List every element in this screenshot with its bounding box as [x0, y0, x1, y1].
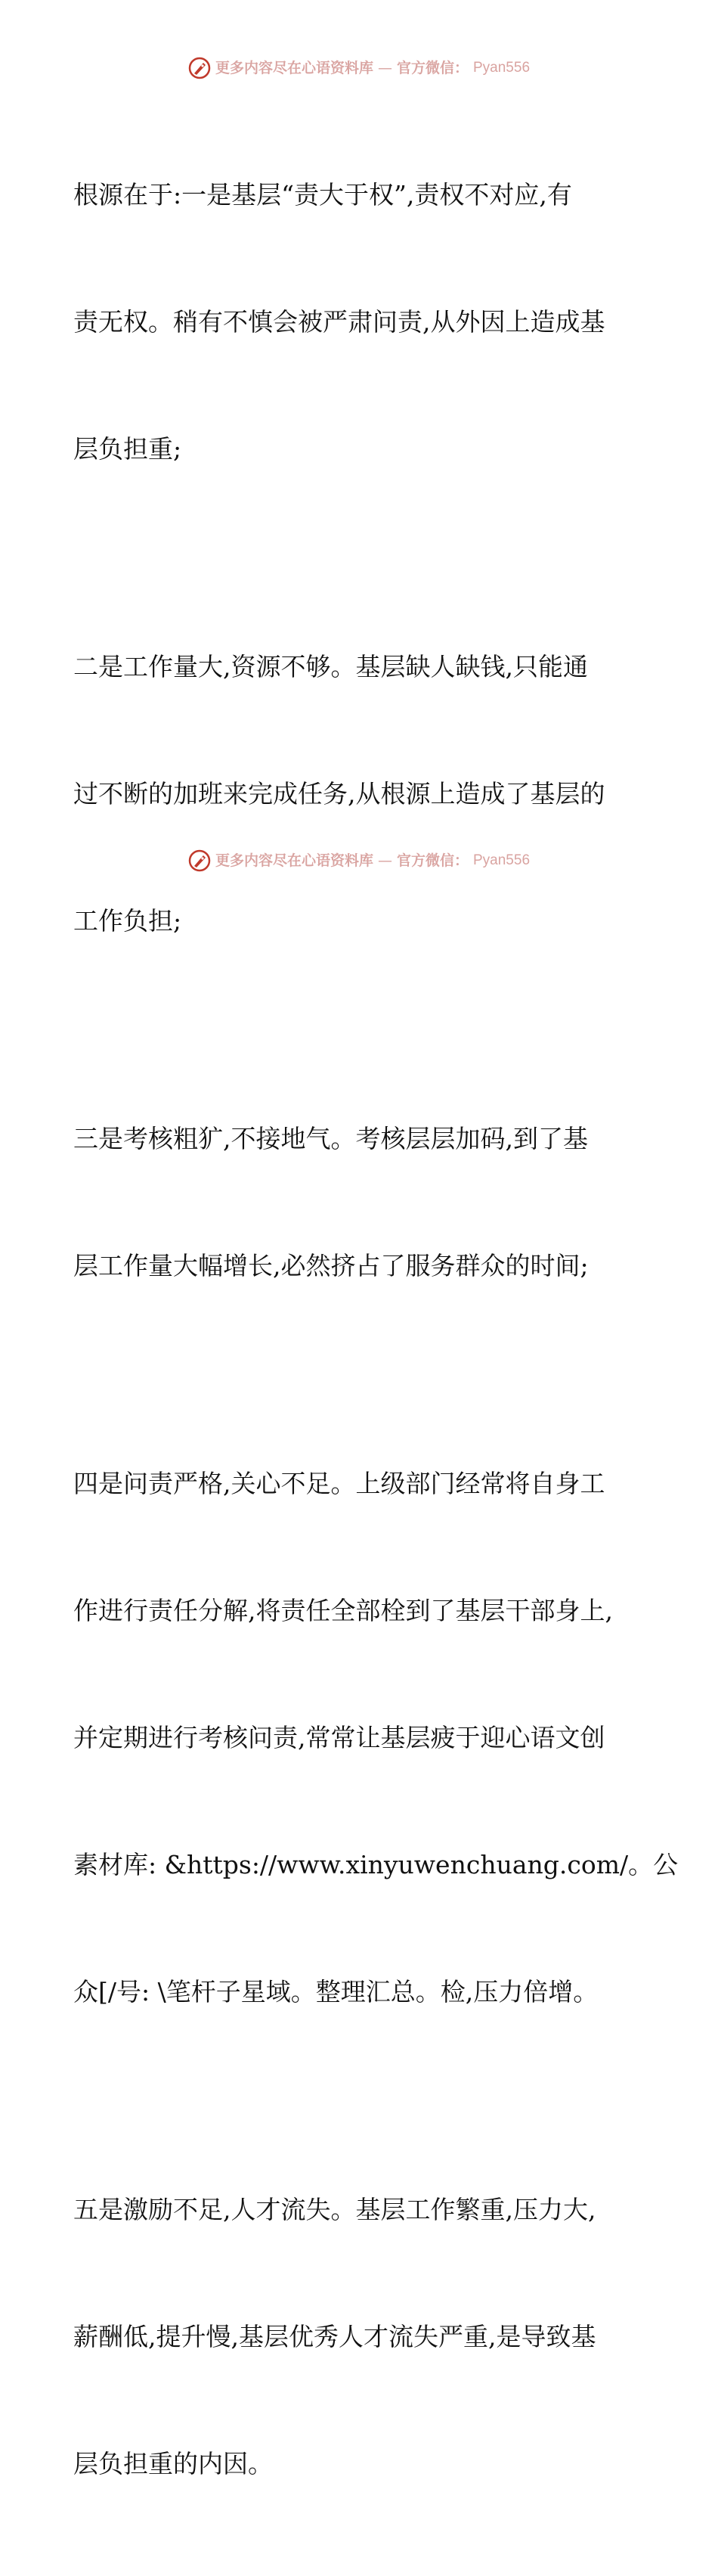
- text-line: 工作负担;: [73, 906, 182, 936]
- banner-wechat-id: Pyan556: [473, 852, 531, 868]
- text-line: 五是激励不足,人才流失。基层工作繁重,压力大,: [73, 2195, 596, 2224]
- banner-main-text: 更多内容尽在心语资料库: [215, 60, 373, 76]
- text-line: 三是考核粗犷,不接地气。考核层层加码,到了基: [73, 1124, 588, 1153]
- banner-wechat-id: Pyan556: [473, 60, 531, 76]
- text-line: 过不断的加班来完成任务,从根源上造成了基层的: [73, 779, 605, 808]
- text-line: 作进行责任分解,将责任全部栓到了基层干部身上,: [73, 1596, 613, 1625]
- text-line: 层负担重;: [73, 434, 182, 464]
- text-line: 并定期进行考核问责,常常让基层疲于迎心语文创: [73, 1723, 605, 1752]
- text-line: 二是工作量大,资源不够。基层缺人缺钱,只能通: [73, 652, 588, 681]
- paragraph-3: [73, 1033, 648, 1372]
- footer-banner: [0, 846, 718, 876]
- document-body: [73, 89, 679, 2576]
- text-line: 责无权。稍有不慎会被严肃问责,从外因上造成基: [73, 307, 605, 337]
- text-line: 四是问责严格,关心不足。上级部门经常将自身工: [73, 1469, 605, 1498]
- text-line: 层负担重的内因。: [73, 2449, 273, 2478]
- text-line: 层工作量大幅增长,必然挤占了服务群众的时间;: [73, 1251, 589, 1280]
- banner-dash: —: [377, 60, 392, 76]
- paragraph-1: [73, 89, 648, 555]
- banner-wechat-label: 官方微信：: [396, 852, 469, 869]
- text-line: 众[/号: \笔杆子星域。整理汇总。检,压力倍增。: [73, 1977, 599, 2006]
- text-line: 根源在于:一是基层“责大于权”,责权不对应,有: [73, 180, 572, 209]
- banner-wechat-label: 官方微信：: [396, 60, 469, 76]
- paragraph-5: [73, 2104, 648, 2570]
- text-line: 薪酬低,提升慢,基层优秀人才流失严重,是导致基: [73, 2322, 596, 2351]
- text-line: 素材库: &https://www.xinyuwenchuang.com/。公: [73, 1850, 679, 1879]
- paragraph-4: [73, 1378, 679, 2098]
- pen-nib-logo-icon: [188, 849, 211, 872]
- banner-main-text: 更多内容尽在心语资料库: [215, 852, 373, 869]
- pen-nib-logo-icon: [188, 57, 211, 79]
- banner-dash: —: [377, 852, 392, 869]
- header-banner: [0, 53, 718, 83]
- paragraph-2: [73, 561, 648, 1027]
